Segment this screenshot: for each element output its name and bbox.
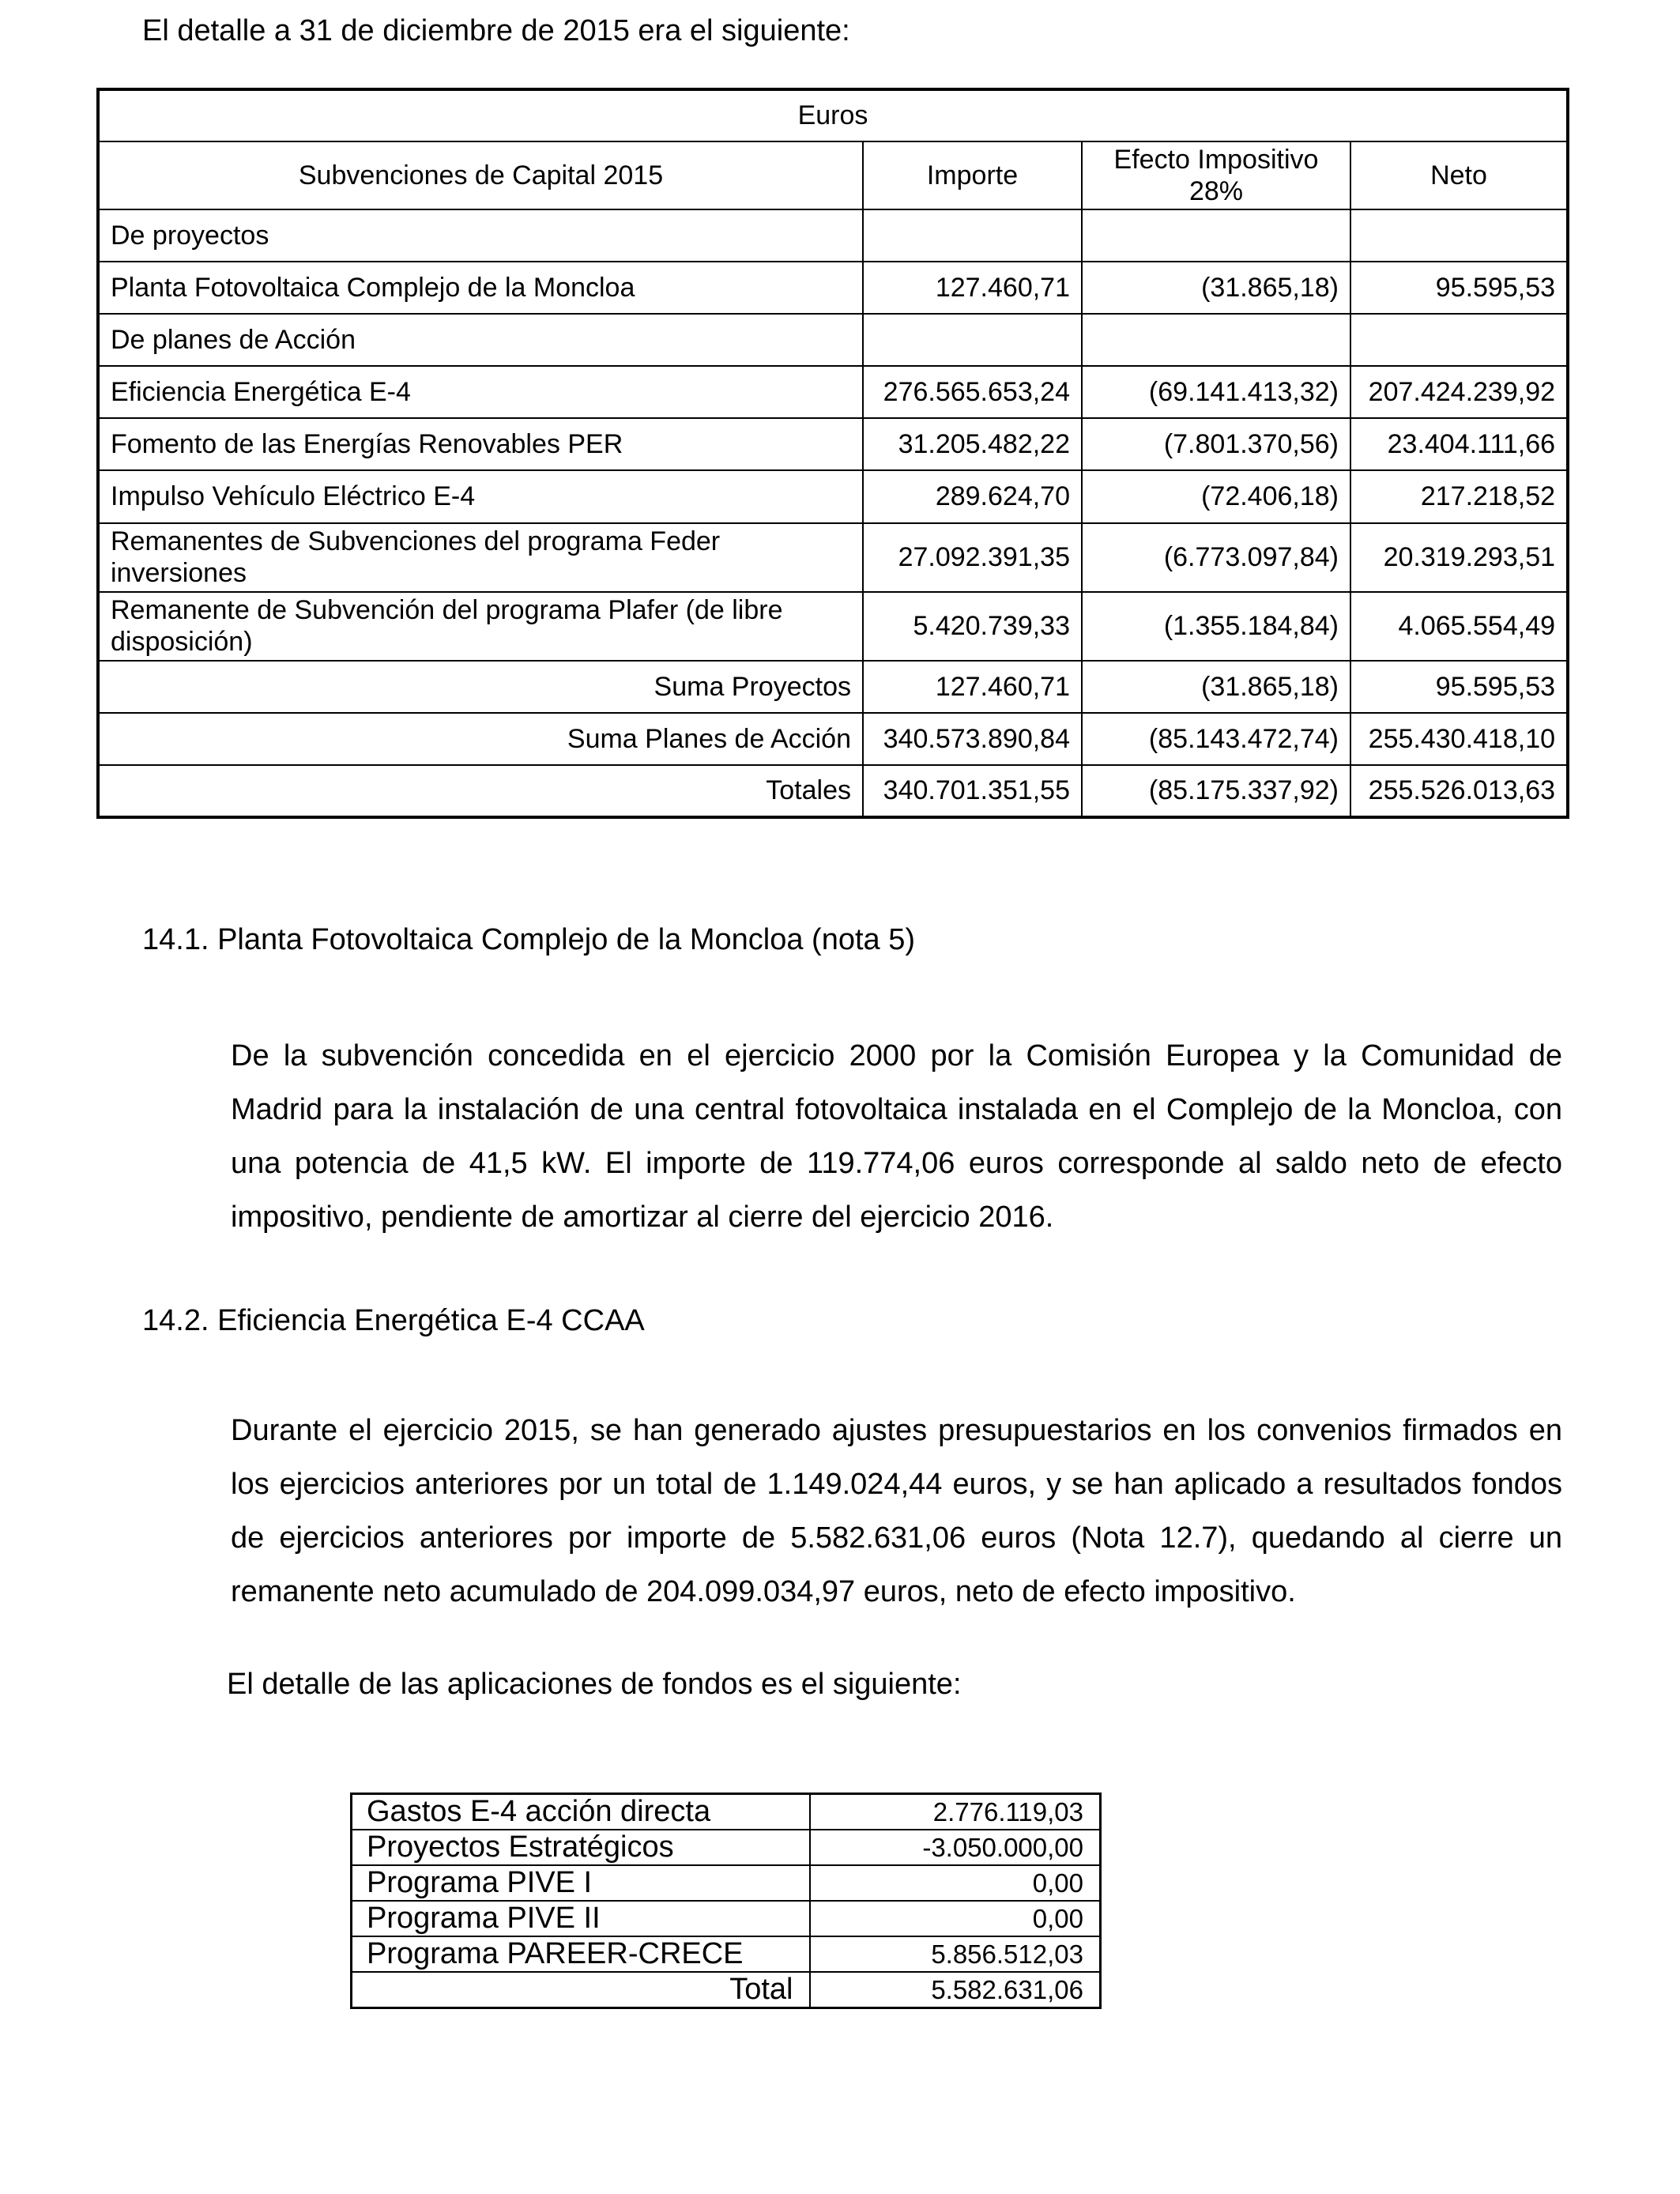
- row-importe: 276.565.653,24: [863, 366, 1082, 418]
- header-efecto-line1: Efecto Impositivo: [1113, 144, 1319, 175]
- row-label: Programa PIVE I: [352, 1865, 810, 1901]
- row-label: Impulso Vehículo Eléctrico E-4: [98, 470, 863, 522]
- header-efecto: [1082, 141, 1350, 209]
- total-neto: 255.430.418,10: [1350, 713, 1568, 765]
- row-neto: 95.595,53: [1350, 262, 1568, 314]
- total-label: Total: [352, 1972, 810, 2008]
- heading-14-2: 14.2. Eficiencia Energética E-4 CCAA: [142, 1304, 645, 1337]
- table-row: [98, 366, 1568, 418]
- row-efecto: (6.773.097,84): [1082, 523, 1350, 592]
- row-efecto: (7.801.370,56): [1082, 418, 1350, 470]
- total-efecto: (85.143.472,74): [1082, 713, 1350, 765]
- row-efecto: (69.141.413,32): [1082, 366, 1350, 418]
- row-label: Proyectos Estratégicos: [352, 1830, 810, 1865]
- table-row: [98, 470, 1568, 522]
- total-row: [98, 765, 1568, 817]
- total-row: [352, 1972, 1101, 2008]
- row-value: 2.776.119,03: [810, 1794, 1101, 1830]
- paragraph-14-1: De la subvención concedida en el ejercicio 2000 por la Comisión Europea y la Comunidad de Madrid para la instalación de una central fotovoltaica instalada en el Complejo de la Moncloa, con una potencia de 41,5 kW. El importe de 119.774,06 euros corresponde al saldo neto de efecto impositivo, pendiente de amortizar al cierre del ejercicio 2016.: [231, 1039, 1562, 1234]
- row-value: 0,00: [810, 1865, 1101, 1901]
- table-row: [352, 1794, 1101, 1830]
- header-efecto-line2: 28%: [1188, 176, 1244, 207]
- total-neto: 95.595,53: [1350, 661, 1568, 713]
- table-row: [352, 1865, 1101, 1901]
- row-importe: 27.092.391,35: [863, 523, 1082, 592]
- row-efecto: (31.865,18): [1082, 262, 1350, 314]
- header-neto: Neto: [1350, 141, 1568, 209]
- aplicaciones-table: [350, 1793, 1102, 2009]
- header-subvenciones: Subvenciones de Capital 2015: [98, 141, 863, 209]
- table-row: [352, 1830, 1101, 1865]
- row-importe: 289.624,70: [863, 470, 1082, 522]
- row-value: 5.856.512,03: [810, 1936, 1101, 1972]
- table-row: [352, 1901, 1101, 1936]
- subvenciones-table: [96, 88, 1569, 819]
- row-efecto: (1.355.184,84): [1082, 592, 1350, 661]
- row-label: Fomento de las Energías Renovables PER: [98, 418, 863, 470]
- table-row: [98, 592, 1568, 661]
- section-row: [98, 209, 1568, 262]
- row-neto: 23.404.111,66: [1350, 418, 1568, 470]
- detail-intro: El detalle de las aplicaciones de fondos es el siguiente:: [227, 1668, 962, 1701]
- row-label: Eficiencia Energética E-4: [98, 366, 863, 418]
- section-proyectos: De proyectos: [98, 209, 863, 262]
- table-row: [98, 523, 1568, 592]
- table-row: [352, 1936, 1101, 1972]
- row-efecto: (72.406,18): [1082, 470, 1350, 522]
- row-label: Programa PAREER-CRECE: [352, 1936, 810, 1972]
- total-efecto: (31.865,18): [1082, 661, 1350, 713]
- row-neto: 20.319.293,51: [1350, 523, 1568, 592]
- table-header-group-row: [98, 89, 1568, 141]
- total-label: Suma Proyectos: [98, 661, 863, 713]
- header-euros: Euros: [98, 89, 1568, 141]
- row-neto: 4.065.554,49: [1350, 592, 1568, 661]
- row-label: Programa PIVE II: [352, 1901, 810, 1936]
- total-row: [98, 661, 1568, 713]
- row-importe: 5.420.739,33: [863, 592, 1082, 661]
- total-importe: 340.573.890,84: [863, 713, 1082, 765]
- total-row: [98, 713, 1568, 765]
- total-efecto: (85.175.337,92): [1082, 765, 1350, 817]
- paragraph-14-2: Durante el ejercicio 2015, se han generado ajustes presupuestarios en los convenios firmados en los ejercicios anteriores por un total de 1.149.024,44 euros, y se han aplicado a resultados fondos de ejercicios anteriores por importe de 5.582.631,06 euros (Nota 12.7), quedando al cierre un remanente neto acumulado de 204.099.034,97 euros, neto de efecto impositivo.: [231, 1414, 1562, 1608]
- row-neto: 207.424.239,92: [1350, 366, 1568, 418]
- row-importe: 127.460,71: [863, 262, 1082, 314]
- table-row: [98, 262, 1568, 314]
- row-value: -3.050.000,00: [810, 1830, 1101, 1865]
- row-value: 0,00: [810, 1901, 1101, 1936]
- section-planes: De planes de Acción: [98, 314, 863, 366]
- total-label: Suma Planes de Acción: [98, 713, 863, 765]
- total-importe: 127.460,71: [863, 661, 1082, 713]
- heading-14-1: 14.1. Planta Fotovoltaica Complejo de la Moncloa (nota 5): [142, 923, 915, 956]
- row-label: Remanente de Subvención del programa Plafer (de libre disposición): [98, 592, 863, 661]
- section-row: [98, 314, 1568, 366]
- row-label: Planta Fotovoltaica Complejo de la Moncloa: [98, 262, 863, 314]
- total-neto: 255.526.013,63: [1350, 765, 1568, 817]
- total-label: Totales: [98, 765, 863, 817]
- row-neto: 217.218,52: [1350, 470, 1568, 522]
- table-row: [98, 418, 1568, 470]
- total-value: 5.582.631,06: [810, 1972, 1101, 2008]
- row-label: Remanentes de Subvenciones del programa Feder inversiones: [98, 523, 863, 592]
- row-label: Gastos E-4 acción directa: [352, 1794, 810, 1830]
- row-importe: 31.205.482,22: [863, 418, 1082, 470]
- intro-text: El detalle a 31 de diciembre de 2015 era el siguiente:: [142, 14, 850, 47]
- table-header-row: [98, 141, 1568, 209]
- total-importe: 340.701.351,55: [863, 765, 1082, 817]
- header-importe: Importe: [863, 141, 1082, 209]
